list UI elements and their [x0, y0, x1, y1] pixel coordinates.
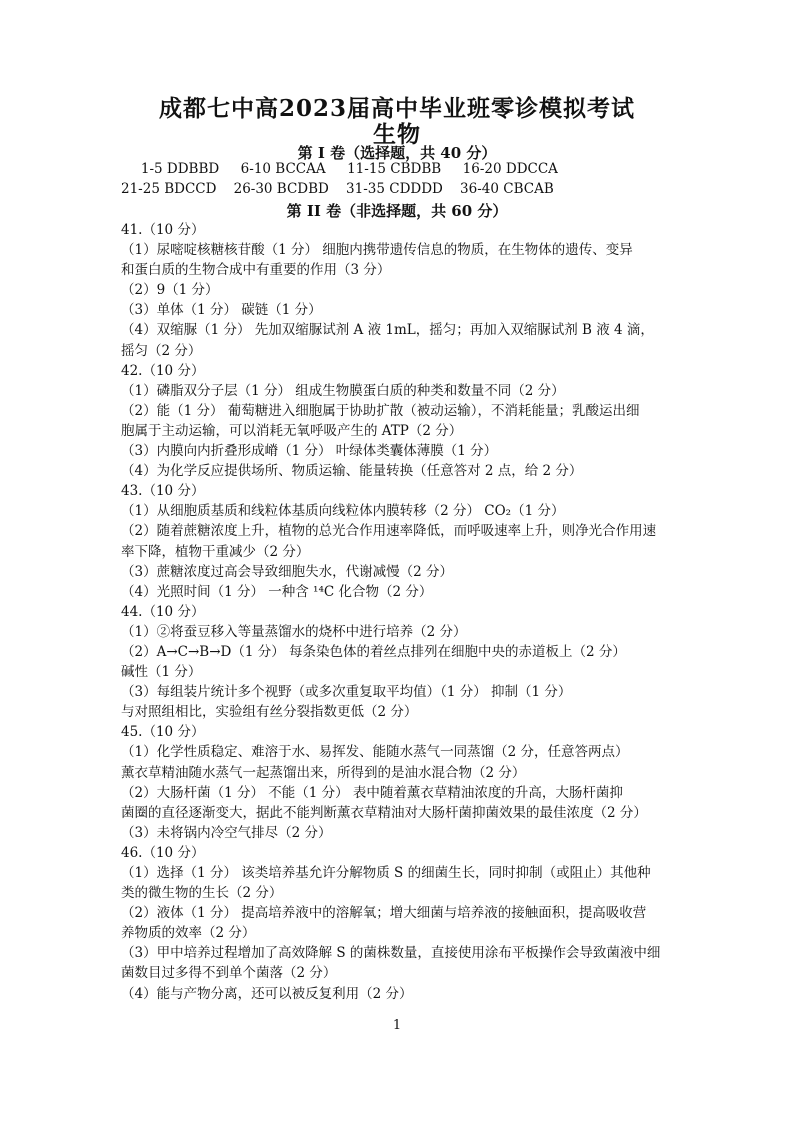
- section-1-heading: 第 I 卷（选择题，共 40 分）: [297, 144, 497, 162]
- section-2-heading: 第 II 卷（非选择题，共 60 分）: [286, 202, 508, 220]
- answer-line: （3）内膜向内折叠形成嵴（1 分） 叶绿体类囊体薄膜（1 分）: [121, 443, 498, 460]
- answer-line: （2）液体（1 分） 提高培养液中的溶解氧；增大细菌与培养液的接触面积，提高吸收营: [121, 905, 647, 922]
- answer-line: （1）化学性质稳定、难溶于水、易挥发、能随水蒸气一同蒸馏（2 分，任意答两点）: [121, 744, 629, 761]
- answer-line: （2）能（1 分） 葡萄糖进入细胞属于协助扩散（被动运输），不消耗能量；乳酸运出细: [121, 402, 640, 419]
- answer-line: （2）9（1 分）: [121, 282, 219, 299]
- answer-line: （1）尿嘧啶核糖核苷酸（1 分） 细胞内携带遗传信息的物质，在生物体的遗传、变异: [121, 242, 633, 259]
- answer-line: 43.（10 分）: [121, 483, 205, 500]
- answer-line: （3）未将锅内冷空气排尽（2 分）: [121, 824, 332, 841]
- answer-line: （3）每组装片统计多个视野（或多次重复取平均值）（1 分） 抑制（1 分）: [121, 684, 572, 701]
- exam-title: 成都七中高2023届高中毕业班零诊模拟考试: [158, 95, 635, 122]
- answer-line: 菌数目过多得不到单个菌落（2 分）: [121, 965, 337, 982]
- answer-line: （4）能与产物分离，还可以被反复利用（2 分）: [121, 985, 413, 1002]
- answer-line: 类的微生物的生长（2 分）: [121, 885, 283, 902]
- answer-line: 胞属于主动运输，可以消耗无氧呼吸产生的 ATP（2 分）: [121, 422, 463, 439]
- answer-line: （1）从细胞质基质和线粒体基质向线粒体内膜转移（2 分） CO₂（1 分）: [121, 503, 565, 520]
- answer-line: 率下降，植物干重减少（2 分）: [121, 543, 310, 560]
- answer-line: 菌圈的直径逐渐变大，据此不能判断薰衣草精油对大肠杆菌抑菌效果的最佳浓度（2 分）: [121, 804, 647, 821]
- answer-line: （2）A→C→B→D（1 分） 每条染色体的着丝点排列在细胞中央的赤道板上（2 分）: [121, 643, 626, 660]
- answer-line: （4）光照时间（1 分） 一种含 ¹⁴C 化合物（2 分）: [121, 583, 433, 600]
- page-number: 1: [392, 1018, 402, 1033]
- choice-answers-row-2: 21-25 BDCCD 26-30 BCDBD 31-35 CDDDD 36-40 CBCAB: [121, 181, 554, 197]
- answer-line: （3）蔗糖浓度过高会导致细胞失水，代谢减慢（2 分）: [121, 563, 453, 580]
- answer-line: （3）单体（1 分） 碳链（1 分）: [121, 302, 322, 319]
- answer-line: 薰衣草精油随水蒸气一起蒸馏出来，所得到的是油水混合物（2 分）: [121, 764, 526, 781]
- answer-line: 和蛋白质的生物合成中有重要的作用（3 分）: [121, 262, 391, 279]
- answer-line: （4）为化学反应提供场所、物质运输、能量转换（任意答对 2 点，给 2 分）: [121, 463, 583, 480]
- answer-line: （4）双缩脲（1 分） 先加双缩脲试剂 A 液 1mL，摇匀；再加入双缩脲试剂 B 液 4 滴，: [121, 322, 654, 339]
- answer-line: 45.（10 分）: [121, 724, 205, 741]
- answer-line: （1）②将蚕豆移入等量蒸馏水的烧杯中进行培养（2 分）: [121, 623, 467, 640]
- answer-line: （2）随着蔗糖浓度上升，植物的总光合作用速率降低，而呼吸速率上升，则净光合作用速: [121, 523, 657, 540]
- answer-line: 养物质的效率（2 分）: [121, 925, 256, 942]
- answer-line: 与对照组相比，实验组有丝分裂指数更低（2 分）: [121, 704, 418, 721]
- answer-line: 46.（10 分）: [121, 844, 205, 861]
- answer-line: 摇匀（2 分）: [121, 342, 202, 359]
- answer-line: （2）大肠杆菌（1 分） 不能（1 分） 表中随着薰衣草精油浓度的升高，大肠杆菌抑: [121, 784, 623, 801]
- answer-line: 44.（10 分）: [121, 603, 205, 620]
- answer-line: 42.（10 分）: [121, 362, 205, 379]
- subject-title: 生物: [373, 121, 421, 148]
- answer-line: （3）甲中培养过程增加了高效降解 S 的菌株数量，直接使用涂布平板操作会导致菌液中细: [121, 945, 661, 962]
- answer-body: [121, 220, 681, 1004]
- answer-line: （1）选择（1 分） 该类培养基允许分解物质 S 的细菌生长，同时抑制（或阻止）其他种: [121, 865, 651, 881]
- choice-answers-row-1: 1-5 DDBBD 6-10 BCCAA 11-15 CBDBB 16-20 DDCCA: [128, 161, 558, 177]
- answer-line: 41.（10 分）: [121, 222, 205, 238]
- answer-line: （1）磷脂双分子层（1 分） 组成生物膜蛋白质的种类和数量不同（2 分）: [121, 382, 565, 399]
- answer-line: 碱性（1 分）: [121, 664, 202, 681]
